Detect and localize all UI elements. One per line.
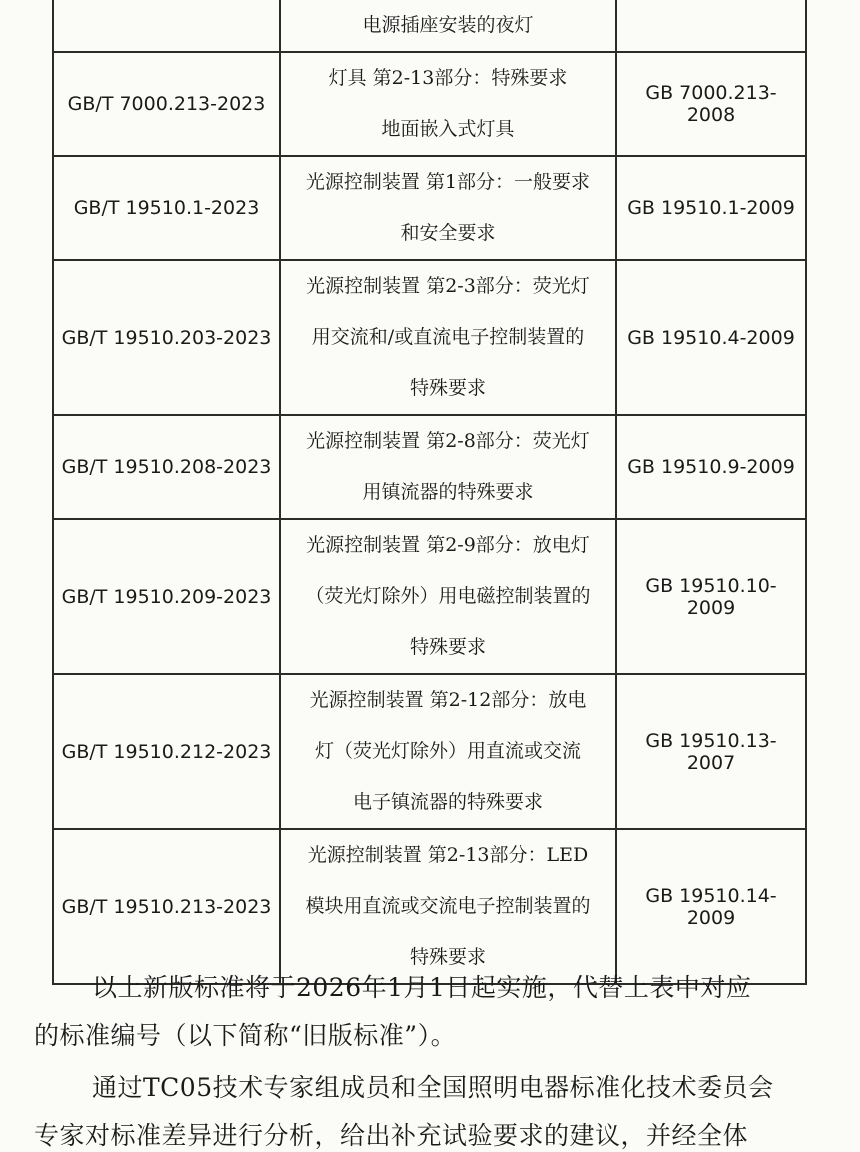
old-standard-number: GB 7000.213-2008	[616, 52, 806, 156]
standard-title-line: 灯具 第2-13部分：特殊要求	[328, 67, 568, 89]
standard-title-line: 电源插座安装的夜灯	[362, 14, 534, 36]
standard-title	[280, 829, 616, 984]
standard-title-line: 光源控制装置 第2-13部分：LED	[307, 844, 589, 866]
standard-title-line: 灯（荧光灯除外）用直流或交流	[314, 740, 581, 762]
standard-title-line: 特殊要求	[409, 946, 486, 968]
standard-title	[280, 156, 616, 260]
standard-title-line: 光源控制装置 第1部分：一般要求	[305, 171, 591, 193]
new-standard-number: GB/T 19510.203-2023	[53, 260, 280, 415]
standard-title-line: 光源控制装置 第2-8部分：荧光灯	[306, 430, 590, 452]
old-standard-number: GB 19510.4-2009	[616, 260, 806, 415]
new-standard-number: GB/T 7000.213-2023	[53, 52, 280, 156]
old-standard-number: GB 19510.10-2009	[616, 519, 806, 674]
table-row	[53, 415, 806, 519]
old-standard-number	[616, 0, 806, 52]
table-row	[53, 260, 806, 415]
new-standard-number: GB/T 19510.213-2023	[53, 829, 280, 984]
standard-title-line: （荧光灯除外）用电磁控制装置的	[305, 585, 591, 607]
paragraph-2-line-2: 专家对标准差异进行分析，给出补充试验要求的建议，并经全体	[34, 1121, 749, 1150]
standard-title-line: 地面嵌入式灯具	[381, 118, 515, 140]
table-row	[53, 156, 806, 260]
old-standard-number: GB 19510.13-2007	[616, 674, 806, 829]
standard-title-line: 电子镇流器的特殊要求	[352, 791, 543, 813]
table-row	[53, 0, 806, 52]
standard-title-line: 用交流和/或直流电子控制装置的	[311, 326, 585, 348]
table-row	[53, 519, 806, 674]
new-standard-number: GB/T 19510.208-2023	[53, 415, 280, 519]
standard-title-line: 光源控制装置 第2-9部分：放电灯	[306, 534, 590, 556]
standard-title	[280, 260, 616, 415]
table-row	[53, 829, 806, 984]
standard-title-line: 模块用直流或交流电子控制装置的	[305, 895, 591, 917]
standard-title-line: 光源控制装置 第2-12部分：放电	[309, 689, 587, 711]
new-standard-number: GB/T 19510.212-2023	[53, 674, 280, 829]
table-row	[53, 674, 806, 829]
new-standard-number	[53, 0, 280, 52]
paragraph-1-line-1: 以上新版标准将于2026年1月1日起实施，代替上表中对应	[92, 973, 752, 1002]
standard-title-line: 光源控制装置 第2-3部分：荧光灯	[306, 275, 590, 297]
old-standard-number: GB 19510.1-2009	[616, 156, 806, 260]
standard-title-line: 特殊要求	[409, 377, 486, 399]
standard-title	[280, 519, 616, 674]
new-standard-number: GB/T 19510.209-2023	[53, 519, 280, 674]
standard-title-line: 用镇流器的特殊要求	[362, 481, 534, 503]
table-row	[53, 52, 806, 156]
old-standard-number: GB 19510.14-2009	[616, 829, 806, 984]
paragraph-1-line-2: 的标准编号（以下简称“旧版标准”）。	[34, 1021, 457, 1050]
standard-title	[280, 674, 616, 829]
standards-table	[52, 0, 807, 985]
old-standard-number: GB 19510.9-2009	[616, 415, 806, 519]
paragraph-2-line-1: 通过TC05技术专家组成员和全国照明电器标准化技术委员会	[92, 1073, 774, 1102]
standard-title-line: 特殊要求	[409, 636, 486, 658]
standard-title	[280, 52, 616, 156]
new-standard-number: GB/T 19510.1-2023	[53, 156, 280, 260]
standard-title-line: 和安全要求	[400, 222, 496, 244]
standard-title	[280, 415, 616, 519]
standard-title	[280, 0, 616, 52]
